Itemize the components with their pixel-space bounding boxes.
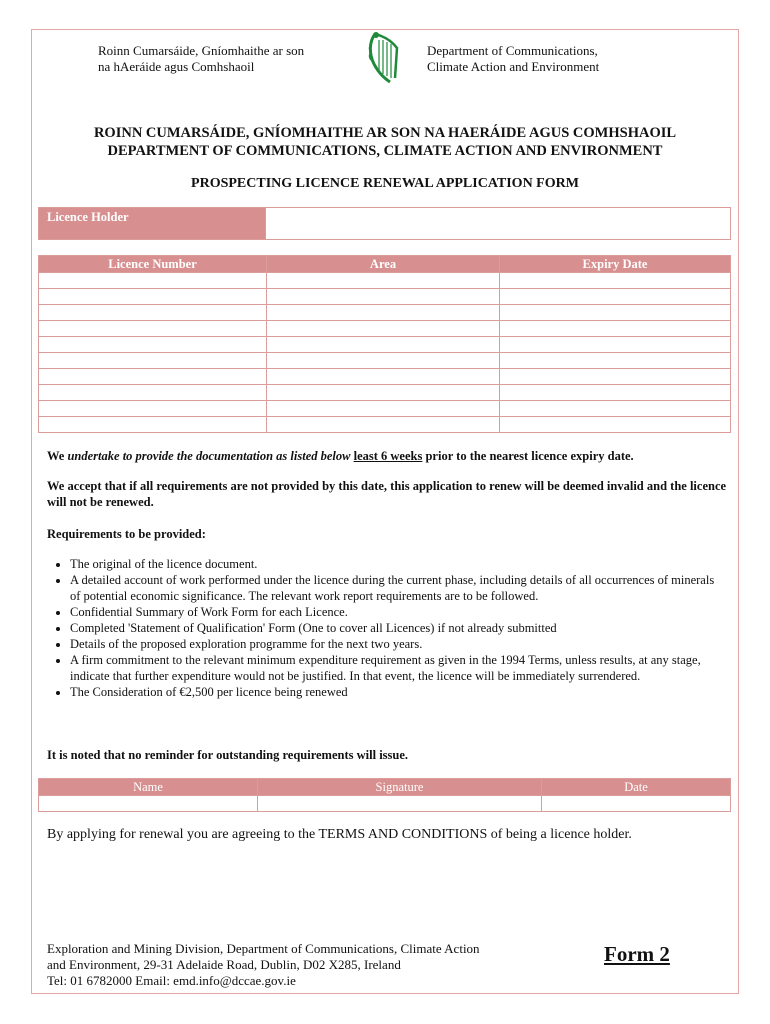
- table-row: [39, 273, 731, 289]
- header-english-line2: Climate Action and Environment: [427, 59, 600, 74]
- list-item: • A detailed account of work performed under the licence during the current phase, including details of all occurrences of minerals of potential economic significance. The relevant work report requirements are to be followed.: [70, 572, 726, 604]
- licence-number-cell[interactable]: [39, 305, 267, 321]
- date-field[interactable]: [542, 796, 731, 812]
- expiry-date-cell[interactable]: [500, 385, 731, 401]
- expiry-date-cell[interactable]: [500, 305, 731, 321]
- licence-number-cell[interactable]: [39, 385, 267, 401]
- table-row: [39, 385, 731, 401]
- list-item: • The Consideration of €2,500 per licence being renewed: [70, 684, 726, 700]
- table-row: [39, 305, 731, 321]
- undertake-we: We: [47, 449, 68, 463]
- licence-number-cell[interactable]: [39, 369, 267, 385]
- area-cell[interactable]: [267, 353, 500, 369]
- harp-icon: [365, 30, 403, 86]
- table-row: [39, 417, 731, 433]
- area-cell[interactable]: [267, 273, 500, 289]
- footer-line3: Tel: 01 6782000 Email: emd.info@dccae.gov.ie: [47, 973, 296, 988]
- name-field[interactable]: [39, 796, 258, 812]
- area-cell[interactable]: [267, 417, 500, 433]
- terms-agreement: By applying for renewal you are agreeing to the TERMS AND CONDITIONS of being a licence holder.: [47, 827, 632, 842]
- header-english-line1: Department of Communications,: [427, 43, 598, 58]
- area-cell[interactable]: [267, 289, 500, 305]
- reminder-notice: It is noted that no reminder for outstanding requirements will issue.: [47, 748, 409, 762]
- signature-table: [38, 778, 731, 812]
- licence-number-cell[interactable]: [39, 353, 267, 369]
- area-cell[interactable]: [267, 401, 500, 417]
- area-header: Area: [267, 256, 500, 273]
- header-english: [427, 43, 657, 75]
- name-header: Name: [39, 779, 258, 796]
- list-item: • Confidential Summary of Work Form for each Licence.: [70, 604, 726, 620]
- expiry-date-cell[interactable]: [500, 353, 731, 369]
- expiry-date-cell[interactable]: [500, 417, 731, 433]
- requirements-heading: Requirements to be provided:: [47, 527, 206, 541]
- undertake-statement: [47, 448, 727, 464]
- area-cell[interactable]: [267, 305, 500, 321]
- table-row: [39, 369, 731, 385]
- licence-holder-label: Licence Holder: [39, 208, 266, 240]
- expiry-date-cell[interactable]: [500, 321, 731, 337]
- form-number-label: Form 2: [604, 942, 670, 966]
- expiry-date-cell[interactable]: [500, 369, 731, 385]
- area-cell[interactable]: [267, 385, 500, 401]
- licence-holder-table: [38, 207, 731, 240]
- expiry-date-cell[interactable]: [500, 401, 731, 417]
- table-row: [39, 337, 731, 353]
- header-irish: [98, 43, 358, 75]
- licence-number-cell[interactable]: [39, 417, 267, 433]
- requirements-list: [46, 556, 726, 700]
- licence-number-cell[interactable]: [39, 401, 267, 417]
- expiry-date-header: Expiry Date: [500, 256, 731, 273]
- header-irish-line1: Roinn Cumarsáide, Gníomhaithe ar son: [98, 43, 305, 58]
- licence-number-cell[interactable]: [39, 273, 267, 289]
- area-cell[interactable]: [267, 337, 500, 353]
- area-cell[interactable]: [267, 369, 500, 385]
- list-item: • The original of the licence document.: [70, 556, 726, 572]
- expiry-date-cell[interactable]: [500, 289, 731, 305]
- undertake-deadline: least 6 weeks: [353, 449, 423, 463]
- list-item: • A firm commitment to the relevant minimum expenditure requirement as given in the 1994 Terms, unless results, at any stage, indicate that further expenditure would not be justified. In that event, the licence will be immediately surrendered.: [70, 652, 726, 684]
- form-title: PROSPECTING LICENCE RENEWAL APPLICATION FORM: [191, 176, 579, 191]
- signature-field[interactable]: [258, 796, 542, 812]
- list-item: • Details of the proposed exploration programme for the next two years.: [70, 636, 726, 652]
- licence-number-cell[interactable]: [39, 337, 267, 353]
- date-header: Date: [542, 779, 731, 796]
- expiry-date-cell[interactable]: [500, 337, 731, 353]
- header-irish-line2: na hAeráide agus Comhshaoil: [98, 59, 255, 74]
- title-irish: ROINN CUMARSÁIDE, GNÍOMHAITHE AR SON NA HAERÁIDE AGUS COMHSHAOIL: [93, 125, 677, 141]
- licence-number-header: Licence Number: [39, 256, 267, 273]
- expiry-date-cell[interactable]: [500, 273, 731, 289]
- form-page: [31, 29, 739, 994]
- licence-number-cell[interactable]: [39, 321, 267, 337]
- table-row: [39, 289, 731, 305]
- undertake-italic: undertake to provide the documentation as listed below: [67, 449, 351, 463]
- table-row: [39, 321, 731, 337]
- signature-header: Signature: [258, 779, 542, 796]
- table-row: [39, 401, 731, 417]
- licence-holder-field[interactable]: [266, 208, 731, 240]
- licence-table: [38, 255, 731, 433]
- accept-statement: We accept that if all requirements are not provided by this date, this application to renew will be deemed invalid and the licence will not be renewed.: [47, 479, 727, 509]
- footer-address: [47, 941, 547, 989]
- footer-line1: Exploration and Mining Division, Department of Communications, Climate Action: [47, 941, 480, 956]
- area-cell[interactable]: [267, 321, 500, 337]
- table-row: [39, 353, 731, 369]
- table-row: [39, 796, 731, 812]
- footer-line2: and Environment, 29-31 Adelaide Road, Dublin, D02 X285, Ireland: [47, 957, 401, 972]
- title-english: DEPARTMENT OF COMMUNICATIONS, CLIMATE ACTION AND ENVIRONMENT: [107, 143, 663, 159]
- undertake-rest: prior to the nearest licence expiry date.: [422, 449, 634, 463]
- licence-number-cell[interactable]: [39, 289, 267, 305]
- list-item: • Completed 'Statement of Qualification' Form (One to cover all Licences) if not already submitted: [70, 620, 726, 636]
